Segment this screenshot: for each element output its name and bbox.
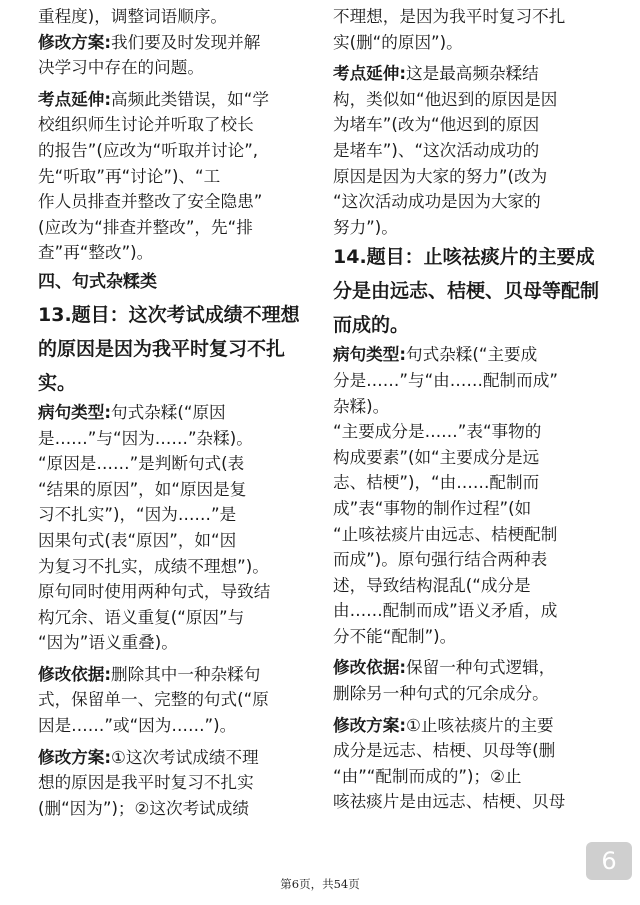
field-text: 我们要及时发现并解 <box>111 32 261 52</box>
text-line: 由……配制而成”语义矛盾，成 <box>333 601 558 621</box>
question-heading: 而成的。 <box>333 314 410 337</box>
page-footer: 第6页，共54页 <box>280 877 360 891</box>
text-line: 作人员排查并整改了安全隐患” <box>38 192 263 212</box>
field-label: 修改依据: <box>38 664 112 684</box>
field-text: 高频此类错误，如“学 <box>111 89 269 109</box>
text-line <box>38 30 325 56</box>
text-line: 决学习中存在的问题。 <box>38 58 204 78</box>
text-line: 因是……”或“因为……”)。 <box>38 716 237 736</box>
field-label: 考点延伸: <box>333 64 407 84</box>
text-line: 是堵车”)、“这次活动成功的 <box>333 140 540 160</box>
field-label: 修改方案: <box>38 747 112 767</box>
question-heading: 分是由远志、桔梗、贝母等配制 <box>333 280 600 303</box>
text-line: “止咳祛痰片由远志、桔梗配制 <box>333 524 558 544</box>
page-number-badge: 6 <box>586 842 632 880</box>
text-line: 咳祛痰片是由远志、桔梗、贝母 <box>333 792 566 812</box>
section-heading: 四、句式杂糅类 <box>38 271 157 292</box>
field-text: ①止咳祛痰片的主要 <box>406 715 554 735</box>
text-line: “主要成分是……”表“事物的 <box>333 422 542 442</box>
text-line: 实(删“的原因”)。 <box>333 32 463 52</box>
text-line: 因果句式(表“原因”，如“因 <box>38 530 237 550</box>
text-line: 努力”)。 <box>333 217 398 237</box>
text-line: 构成要素”(如“主要成分是远 <box>333 447 540 467</box>
text-line <box>333 655 623 681</box>
text-line <box>38 400 325 426</box>
text-line: 想的原因是我平时复习不扎实 <box>38 773 254 793</box>
text-line: “原因是……”是判断句式(表 <box>38 454 245 474</box>
field-label: 考点延伸: <box>38 89 112 109</box>
field-text: ①这次考试成绩不理 <box>111 747 259 767</box>
text-line: 是……”与“因为……”杂糅)。 <box>38 428 253 448</box>
text-line: 构，类似如“他迟到的原因是因 <box>333 89 558 109</box>
text-line: “因为”语义重叠)。 <box>38 633 178 653</box>
text-line: 分不能“配制”)。 <box>333 626 457 646</box>
text-line: 先“听取”再“讨论”)、“工 <box>38 166 221 186</box>
question-heading: 14.题目：止咳祛痰片的主要成 <box>333 246 595 269</box>
text-line: 为堵车”(改为“他迟到的原因 <box>333 115 540 135</box>
text-line <box>333 342 623 368</box>
field-label: 病句类型: <box>333 345 407 365</box>
text-line: 校组织师生讨论并听取了校长 <box>38 115 254 135</box>
text-line <box>38 662 325 688</box>
field-text: 句式杂糅(“主要成 <box>406 345 538 365</box>
field-label: 修改依据: <box>333 658 407 678</box>
text-line: 原因是因为大家的努力”(改为 <box>333 166 548 186</box>
text-line: 原句同时使用两种句式，导致结 <box>38 582 271 602</box>
text-line: “结果的原因”，如“原因是复 <box>38 479 247 499</box>
text-line <box>333 61 623 87</box>
field-text: 保留一种句式逻辑， <box>406 658 556 678</box>
text-line: 式，保留单一、完整的句式(“原 <box>38 690 269 710</box>
text-line: (删“因为”)；②这次考试成绩 <box>38 798 249 818</box>
text-line: 而成”)。原句强行结合两种表 <box>333 550 548 570</box>
text-line: 成”表“事物的制作过程”(如 <box>333 498 532 518</box>
text-line: 杂糅)。 <box>333 396 390 416</box>
text-line: 成分是远志、桔梗、贝母等(删 <box>333 741 556 761</box>
right-column <box>333 4 623 815</box>
text-line: 删除另一种句式的冗余成分。 <box>333 684 549 704</box>
question-heading: 实。 <box>38 371 77 394</box>
question-heading: 的原因是因为我平时复习不扎 <box>38 337 286 360</box>
text-line: 志、桔梗”)，“由……配制而 <box>333 473 540 493</box>
text-line: 重程度)，调整词语顺序。 <box>38 7 228 26</box>
question-heading: 13.题目：这次考试成绩不理想 <box>38 303 300 326</box>
text-line <box>333 713 623 739</box>
text-line: 分是……”与“由……配制而成” <box>333 370 558 390</box>
text-line: 述，导致结构混乱(“成分是 <box>333 575 531 595</box>
field-text: 句式杂糅(“原因 <box>111 402 226 422</box>
field-label: 修改方案: <box>38 32 112 52</box>
text-line <box>38 745 325 771</box>
field-label: 修改方案: <box>333 715 407 735</box>
text-line: 查”再“整改”)。 <box>38 243 154 263</box>
text-line: (应改为“排查并整改”，先“排 <box>38 217 253 237</box>
text-line: “由”“配制而成的”)；②止 <box>333 766 522 786</box>
text-line <box>38 87 325 113</box>
text-line: “这次活动成功是因为大家的 <box>333 192 541 212</box>
text-line: 习不扎实”)，“因为……”是 <box>38 505 237 525</box>
text-line: 的报告”(应改为“听取并讨论”, <box>38 140 259 160</box>
field-label: 病句类型: <box>38 402 112 422</box>
field-text: 删除其中一种杂糅句 <box>111 664 261 684</box>
text-line: 为复习不扎实，成绩不理想”)。 <box>38 556 269 576</box>
text-line: 构冗余、语义重复(“原因”与 <box>38 607 245 627</box>
left-column <box>38 4 325 821</box>
field-text: 这是最高频杂糅结 <box>406 64 539 84</box>
text-line: 不理想，是因为我平时复习不扎 <box>333 7 566 26</box>
